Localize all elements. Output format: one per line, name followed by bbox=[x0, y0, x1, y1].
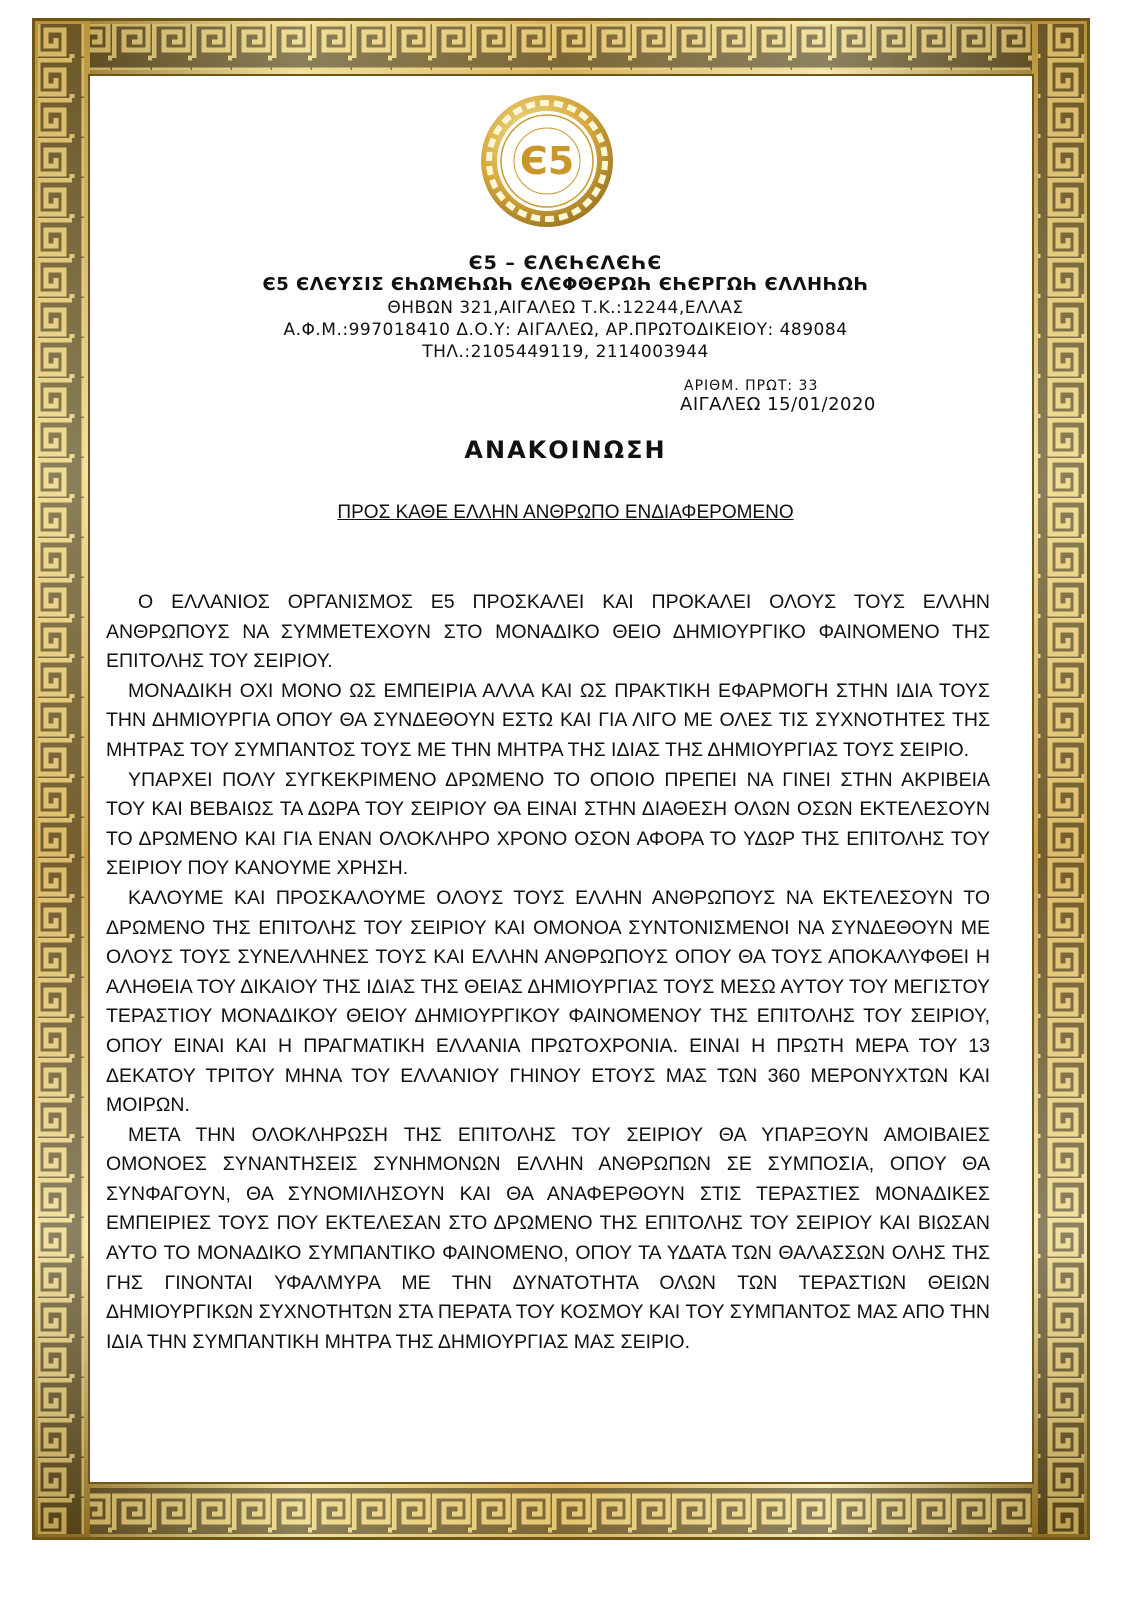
reference-block bbox=[680, 378, 876, 415]
body-paragraph: ΜΕΤΑ ΤΗΝ ΟΛΟΚΛΗΡΩΣΗ ΤΗΣ ΕΠΙΤΟΛΗΣ ΤΟΥ ΣΕΙΡΙΟΥ ΘΑ ΥΠΑΡΞΟΥΝ ΑΜΟΙΒΑΙΕΣ ΟΜΟΝΟΕΣ ΣΥΝΑΝΤΗΣΕΙΣ ΣΥΝΗΜΟΝΩΝ ΕΛΛΗΝ ΑΝΘΡΩΠΩΝ ΣΕ ΣΥΜΠΟΣΙΑ, ΟΠΟΥ ΘΑ ΣΥΝΦΑΓΟΥΝ, ΘΑ ΣΥΝΟΜΙΛΗΣΟΥΝ ΚΑΙ ΘΑ ΑΝΑΦΕΡΘΟΥΝ ΣΤΙΣ ΤΕΡΑΣΤΙΕΣ ΜΟΝΑΔΙΚΕΣ ΕΜΠΕΙΡΙΕΣ ΤΟΥΣ ΠΟΥ ΕΚΤΕΛΕΣΑΝ ΣΤΟ ΔΡΩΜΕΝΟ ΤΗΣ ΕΠΙΤΟΛΗΣ ΤΟΥ ΣΕΙΡΙΟΥ ΚΑΙ ΒΙΩΣΑΝ ΑΥΤΟ ΤΟ ΜΟΝΑΔΙΚΟ ΣΥΜΠΑΝΤΙΚΟ ΦΑΙΝΟΜΕΝΟ, ΟΠΟΥ ΤΑ ΥΔΑΤΑ ΤΩΝ ΘΑΛΑΣΣΩΝ ΟΛΗΣ ΤΗΣ ΓΗΣ ΓΙΝΟΝΤΑΙ ΥΦΑΛΜΥΡΑ ΜΕ ΤΗΝ ΔΥΝΑΤΟΤΗΤΑ ΟΛΩΝ ΤΩΝ ΤΕΡΑΣΤΙΩΝ ΘΕΙΩΝ ΔΗΜΙΟΥΡΓΙΚΩΝ ΣΥΧΝΟΤΗΤΩΝ ΣΤΑ ΠΕΡΑΤΑ ΤΟΥ ΚΟΣΜΟΥ ΚΑΙ ΤΟΥ ΣΥΜΠΑΝΤΟΣ ΜΑΣ ΑΠΟ ΤΗΝ ΙΔΙΑ ΤΗΝ ΣΥΜΠΑΝΤΙΚΗ ΜΗΤΡΑ ΤΗΣ ΔΗΜΙΟΥΡΓΙΑΣ ΜΑΣ ΣΕΙΡΙΟ. bbox=[106, 1123, 990, 1353]
document-title: ΑΝΑΚΟΙΝΩΣΗ bbox=[464, 436, 667, 464]
body-paragraph: Ο ΕΛΛΑΝΙΟΣ ΟΡΓΑΝΙΣΜΟΣ Ε5 ΠΡΟΣΚΑΛΕΙ ΚΑΙ ΠΡΟΚΑΛΕΙ ΟΛΟΥΣ ΤΟΥΣ ΕΛΛΗΝ ΑΝΘΡΩΠΟΥΣ ΝΑ ΣΥΜΜΕΤΕΧΟΥΝ ΣΤΟ ΜΟΝΑΔΙΚΟ ΘΕΙΟ ΔΗΜΙΟΥΡΓΙΚΟ ΦΑΙΝΟΜΕΝΟ ΤΗΣ ΕΠΙΤΟΛΗΣ ΤΟΥ ΣΕΙΡΙΟΥ. bbox=[106, 591, 990, 673]
document-subtitle: ΠΡΟΣ ΚΑΘΕ ΕΛΛΗΝ ΑΝΘΡΩΠΟ ΕΝΔΙΑΦΕΡΟΜΕΝΟ bbox=[337, 502, 794, 523]
protocol-number: ΑΡΙΘΜ. ΠΡΩΤ: 33 bbox=[684, 378, 819, 394]
body-paragraph: ΜΟΝΑΔΙΚΗ ΟΧΙ ΜΟΝΟ ΩΣ ΕΜΠΕΙΡΙΑ ΑΛΛΑ ΚΑΙ ΩΣ ΠΡΑΚΤΙΚΗ ΕΦΑΡΜΟΓΗ ΣΤΗΝ ΙΔΙΑ ΤΟΥΣ ΤΗΝ ΔΗΜΙΟΥΡΓΙΑ ΟΠΟΥ ΘΑ ΣΥΝΔΕΘΟΥΝ ΕΣΤΩ ΚΑΙ ΓΙΑ ΛΙΓΟ ΜΕ ΟΛΕΣ ΤΙΣ ΣΥΧΝΟΤΗΤΕΣ ΤΗΣ ΜΗΤΡΑΣ ΤΟΥ ΣΥΜΠΑΝΤΟΣ ΤΟΥΣ ΜΕ ΤΗΝ ΜΗΤΡΑ ΤΗΣ ΙΔΙΑΣ ΤΗΣ ΔΗΜΙΟΥΡΓΙΑΣ ΤΟΥΣ ΣΕΙΡΙΟ. bbox=[106, 679, 990, 761]
body-paragraph: ΚΑΛΟΥΜΕ ΚΑΙ ΠΡΟΣΚΑΛΟΥΜΕ ΟΛΟΥΣ ΤΟΥΣ ΕΛΛΗΝ ΑΝΘΡΩΠΟΥΣ ΝΑ ΕΚΤΕΛΕΣΟΥΝ ΤΟ ΔΡΩΜΕΝΟ ΤΗΣ ΕΠΙΤΟΛΗΣ ΤΟΥ ΣΕΙΡΙΟΥ ΚΑΙ ΟΜΟΝΟΑ ΣΥΝΤΟΝΙΣΜΕΝΟΙ ΝΑ ΣΥΝΔΕΘΟΥΝ ΜΕ ΟΛΟΥΣ ΤΟΥΣ ΣΥΝΕΛΛΗΝΕΣ ΤΟΥΣ ΚΑΙ ΕΛΛΗΝ ΑΝΘΡΩΠΟΥΣ ΟΠΟΥ ΘΑ ΤΟΥΣ ΑΠΟΚΑΛΥΦΘΕΙ Η ΑΛΗΘΕΙΑ ΤΟΥ ΔΙΚΑΙΟΥ ΤΗΣ ΙΔΙΑΣ ΤΗΣ ΘΕΙΑΣ ΔΗΜΙΟΥΡΓΙΑΣ ΤΟΥΣ ΜΕΣΩ ΑΥΤΟΥ ΤΟΥ ΜΕΓΙΣΤΟΥ ΤΕΡΑΣΤΙΟΥ ΜΟΝΑΔΙΚΟΥ ΘΕΙΟΥ ΔΗΜΙΟΥΡΓΙΚΟΥ ΦΑΙΝΟΜΕΝΟΥ ΤΗΣ ΕΠΙΤΟΛΗΣ ΤΟΥ ΣΕΙΡΙΟΥ, ΟΠΟΥ ΕΙΝΑΙ ΚΑΙ Η ΠΡΑΓΜΑΤΙΚΗ ΕΛΛΑΝΙΑ ΠΡΩΤΟΧΡΟΝΙΑ. ΕΙΝΑΙ Η ΠΡΩΤΗ ΜΕΡΑ ΤΟΥ 13 ΔΕΚΑΤΟΥ ΤΡΙΤΟΥ ΜΗΝΑ ΤΟΥ ΕΛΛΑΝΙΟΥ ΓΗΙΝΟΥ ΕΤΟΥΣ ΜΑΣ ΤΩΝ 360 ΜΕΡΟΝΥΧΤΩΝ ΚΑΙ ΜΟΙΡΩΝ. bbox=[106, 886, 990, 1117]
meander-circle-logo-icon bbox=[478, 92, 616, 230]
logo-mark: Є5 bbox=[519, 139, 575, 183]
organization-tax-info: Α.Φ.Μ.:997018410 Δ.Ο.Υ: ΑΙΓΑΛΕΩ, ΑΡ.ΠΡΩΤΟΔΙΚΕΙΟΥ: 489084 bbox=[283, 320, 848, 340]
organization-phones: ΤΗΛ.:2105449119, 2114003944 bbox=[422, 342, 709, 362]
document-body bbox=[106, 588, 990, 1357]
organization-name: Є5 – ЄΛЄҺЄΛЄҺЄ bbox=[468, 252, 663, 274]
organization-address: ΘΗΒΩΝ 321,ΑΙΓΑΛΕΩ Τ.Κ.:12244,ΕΛΛΑΣ bbox=[387, 298, 744, 318]
organization-full-name: Є5 ЄΛЄΥΣΙΣ ЄҺΩΜЄҺΩҺ ЄΛЄΦΘЄΡΩҺ ЄҺЄΡΓΩҺ ЄΛΛΗҺΩҺ bbox=[262, 274, 869, 295]
body-paragraph: ΥΠΑΡΧΕΙ ΠΟΛΥ ΣΥΓΚΕΚΡΙΜΕΝΟ ΔΡΩΜΕΝΟ ΤΟ ΟΠΟΙΟ ΠΡΕΠΕΙ ΝΑ ΓΙΝΕΙ ΣΤΗΝ ΑΚΡΙΒΕΙΑ ΤΟΥ ΚΑΙ ΒΕΒΑΙΩΣ ΤΑ ΔΩΡΑ ΤΟΥ ΣΕΙΡΙΟΥ ΘΑ ΕΙΝΑΙ ΣΤΗΝ ΔΙΑΘΕΣΗ ΟΛΩΝ ΟΣΩΝ ΕΚΤΕΛΕΣΟΥΝ ΤΟ ΔΡΩΜΕΝΟ ΚΑΙ ΓΙΑ ΕΝΑΝ ΟΛΟΚΛΗΡΟ ΧΡΟΝΟ ΟΣΟΝ ΑΦΟΡΑ ΤΟ ΥΔΩΡ ΤΗΣ ΕΠΙΤΟΛΗΣ ΤΟΥ ΣΕΙΡΙΟΥ ΠΟΥ ΚΑΝΟΥΜΕ ΧΡΗΣΗ. bbox=[106, 768, 990, 880]
document-date: ΑΙΓΑΛΕΩ 15/01/2020 bbox=[680, 394, 876, 415]
